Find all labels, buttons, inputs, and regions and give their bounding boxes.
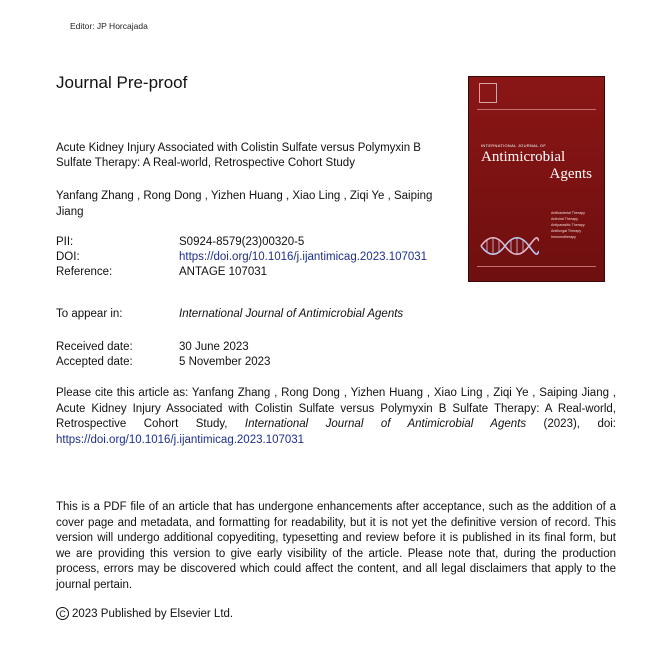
received-label: Received date: bbox=[56, 341, 133, 353]
received-value: 30 June 2023 bbox=[179, 341, 249, 353]
accepted-label: Accepted date: bbox=[56, 356, 133, 368]
reference-label: Reference: bbox=[56, 266, 113, 278]
citation-doi-link[interactable]: https://doi.org/10.1016/j.ijantimicag.2023.107031 bbox=[56, 433, 305, 446]
therapy-item: Immunotherapy bbox=[551, 235, 576, 239]
article-authors: Yanfang Zhang , Rong Dong , Yizhen Huang , Xiao Ling , Ziqi Ye , Saiping Jiang bbox=[56, 190, 433, 218]
doi-link[interactable]: https://doi.org/10.1016/j.ijantimicag.2023.107031 bbox=[179, 251, 428, 263]
cover-divider bbox=[477, 109, 596, 110]
cover-therapy-list bbox=[551, 210, 585, 240]
cover-title-antimicrobial: Antimicrobial bbox=[481, 149, 566, 165]
cover-bottom-divider bbox=[477, 266, 596, 267]
dna-helix-icon bbox=[479, 233, 539, 259]
citation-year: (2023), doi: bbox=[526, 418, 616, 430]
therapy-item: Antiparasitic Therapy bbox=[551, 223, 585, 227]
preproof-notice: This is a PDF file of an article that has undergone enhancements after acceptance, such as the addition of a cover page and metadata, and formatting for readability, but it is not yet the definitive version of record. This version will undergo additional copyediting, typesetting and review before it is published in its final form, but we are providing this version to give early visibility of the article. Please note that, during the production process, errors may be discovered which could affect the content, and all legal disclaimers that apply to the journal pertain. bbox=[56, 501, 616, 591]
journal-cover-image bbox=[468, 76, 605, 282]
editor-line: Editor: JP Horcajada bbox=[70, 21, 148, 31]
pii-value: S0924-8579(23)00320-5 bbox=[179, 236, 305, 248]
copyright-text: 2023 Published by Elsevier Ltd. bbox=[72, 607, 234, 620]
citation-paragraph bbox=[56, 386, 616, 448]
therapy-item: Antifungal Therapy bbox=[551, 229, 582, 233]
citation-journal: International Journal of Antimicrobial Agents bbox=[244, 418, 527, 430]
copyright-icon: C bbox=[56, 607, 69, 620]
therapy-item: Antiviral Therapy bbox=[551, 217, 578, 221]
doi-label: DOI: bbox=[56, 251, 80, 263]
article-title: Acute Kidney Injury Associated with Colistin Sulfate versus Polymyxin B Sulfate Therapy: A Real-world, Retrospective Cohort Study bbox=[56, 142, 421, 169]
pii-label: PII: bbox=[56, 236, 74, 248]
appear-value: International Journal of Antimicrobial Agents bbox=[179, 308, 404, 320]
journal-preproof-heading: Journal Pre-proof bbox=[56, 73, 188, 92]
copyright-line bbox=[56, 607, 233, 620]
cover-title-agents: Agents bbox=[549, 166, 592, 182]
appear-label: To appear in: bbox=[56, 308, 123, 320]
reference-value: ANTAGE 107031 bbox=[179, 266, 268, 278]
therapy-item: Antibacterial Therapy bbox=[551, 211, 585, 215]
elsevier-logo-icon bbox=[479, 83, 497, 103]
citation-prefix: Please cite this article as: Yanfang Zhang , Rong Dong , Yizhen Huang , Xiao Ling , Ziqi Ye , Saiping Jiang , Acute Kidney Injury Associated with Colistin Sulfate versus Polymyxin B Sulfate Therapy: A Real-world, Retrospective Cohort Study, bbox=[56, 387, 616, 430]
accepted-value: 5 November 2023 bbox=[179, 356, 271, 368]
cover-small-title: INTERNATIONAL JOURNAL OF bbox=[481, 143, 547, 148]
